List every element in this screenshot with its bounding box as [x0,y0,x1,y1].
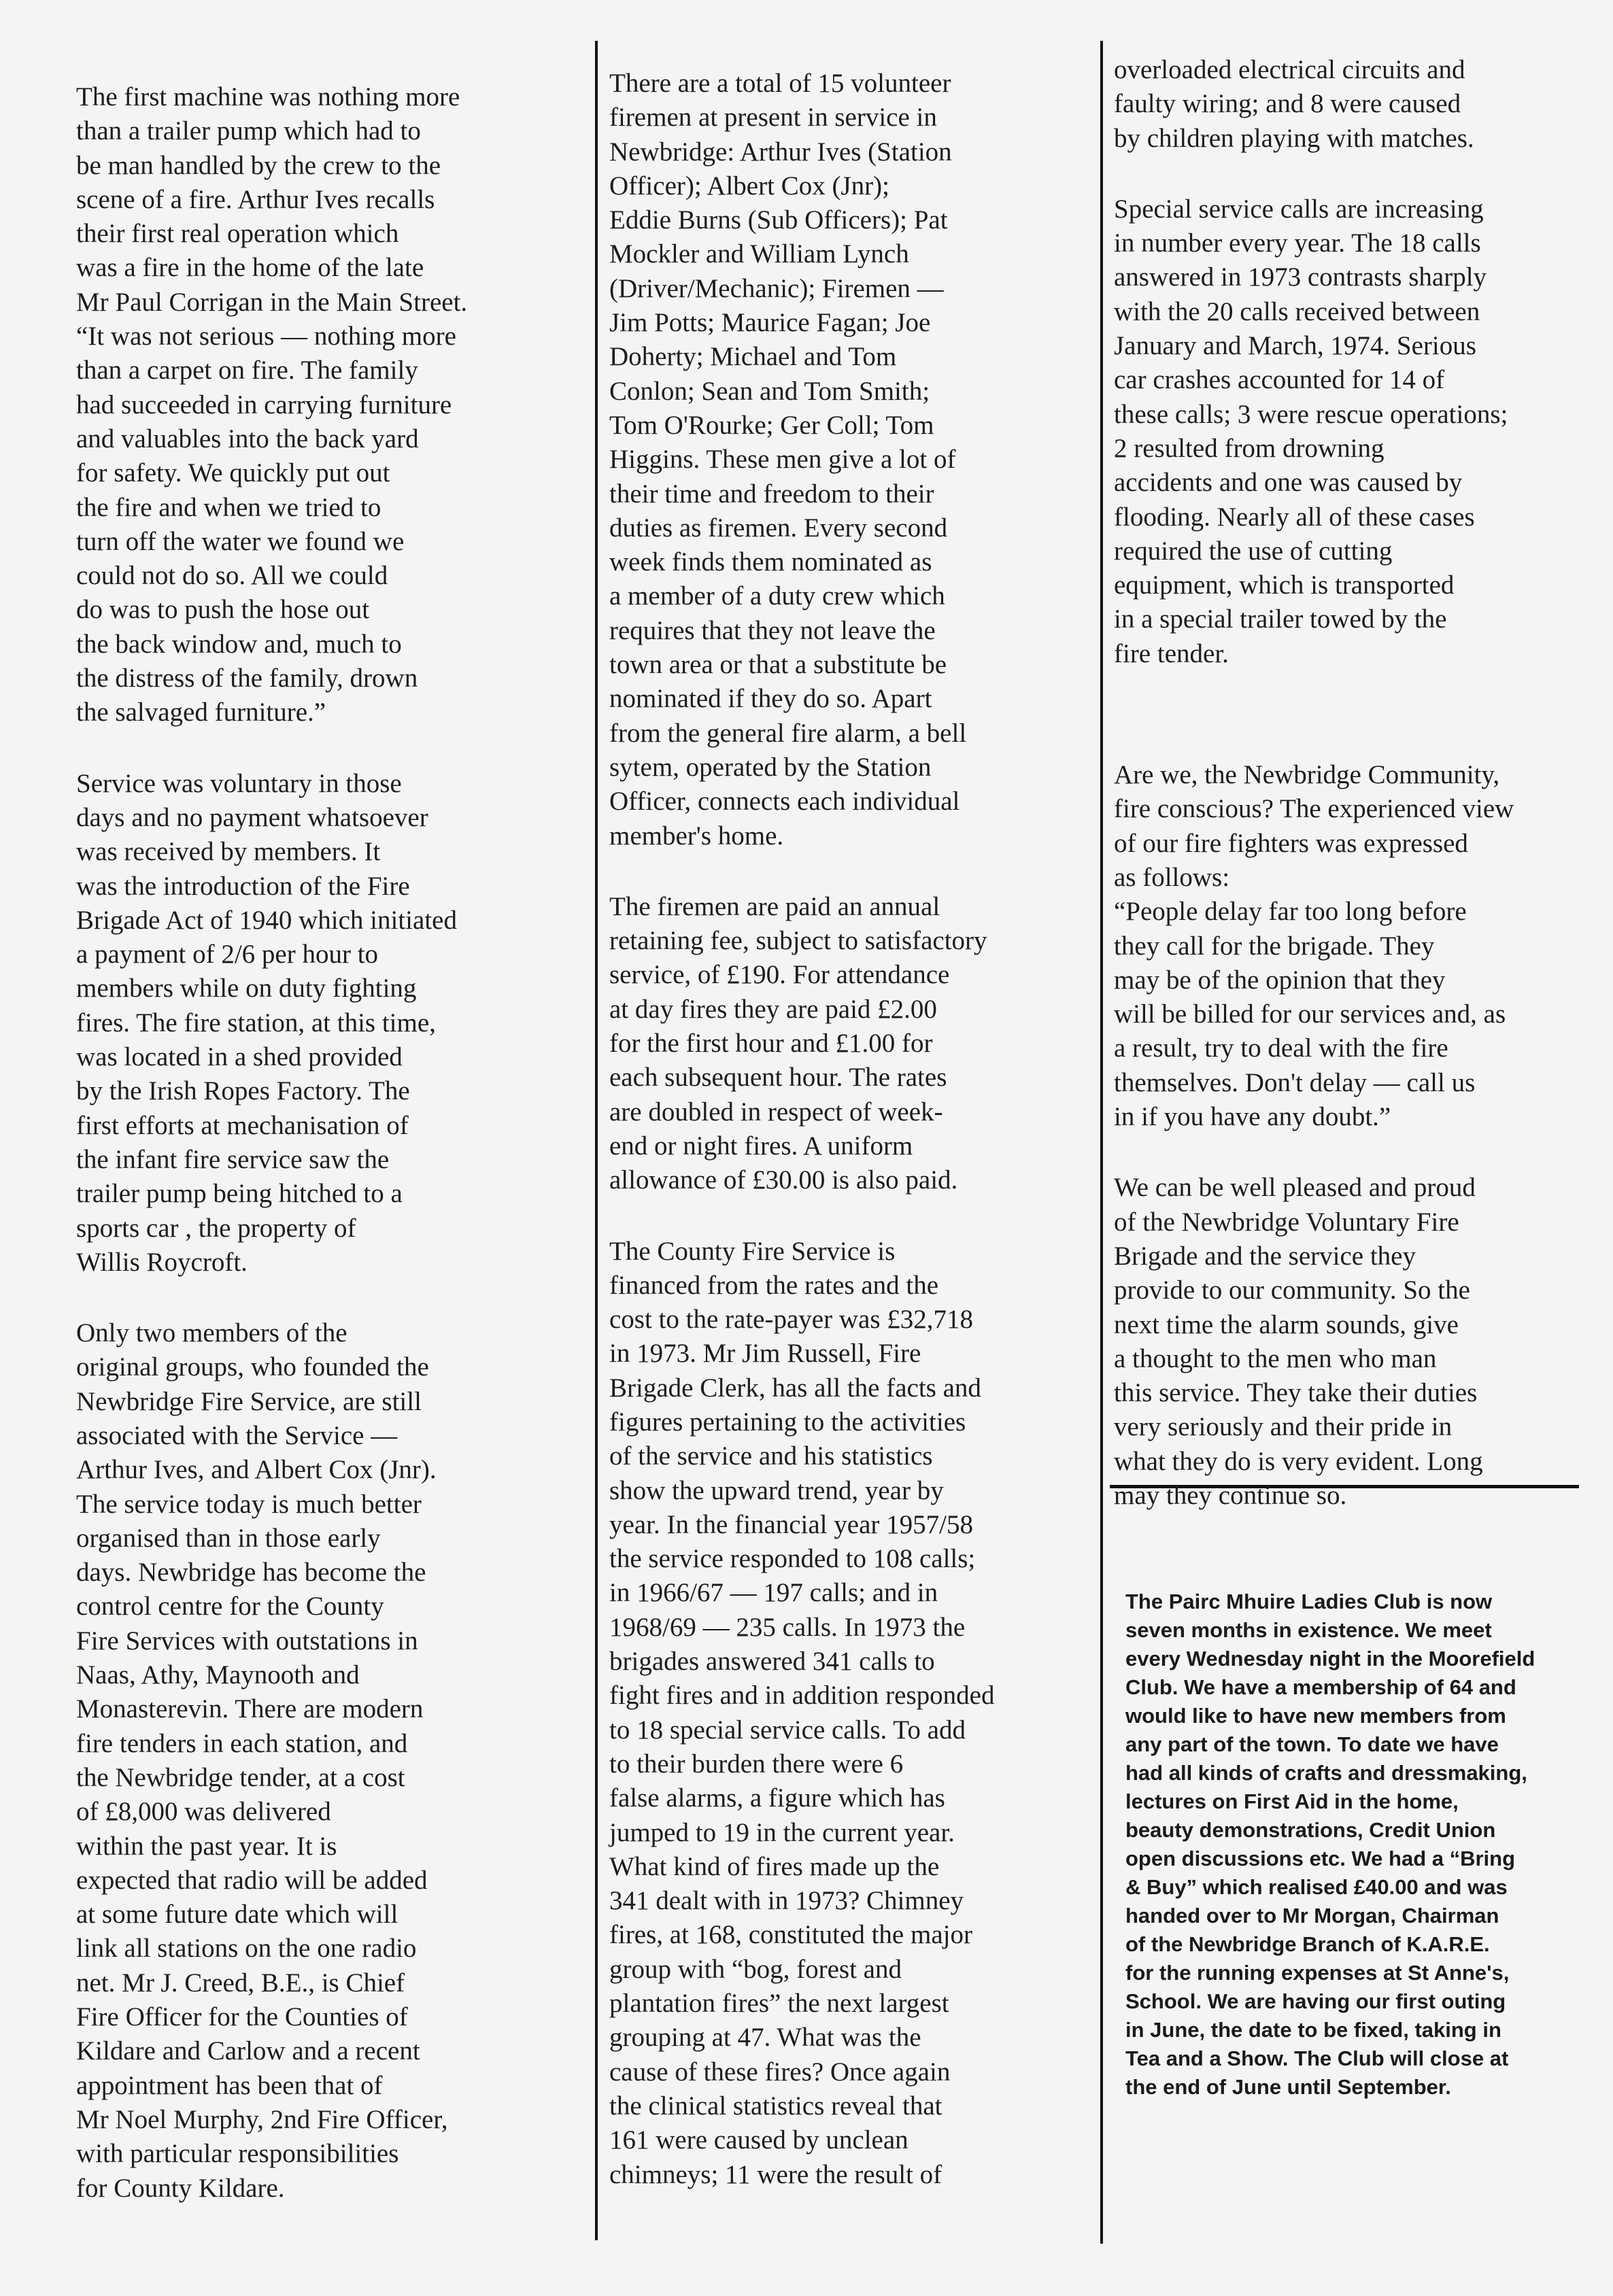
text-line: What kind of fires made up the [609,1851,940,1881]
text-line: control centre for the County [76,1592,384,1622]
text-line: beauty demonstrations, Credit Union [1125,1818,1496,1842]
text-line: the service responded to 108 calls; [609,1544,976,1574]
text-line: of our fire fighters was expressed [1114,828,1468,858]
text-line: for the first hour and £1.00 for [609,1029,933,1059]
text-line: every Wednesday night in the Moorefield [1125,1647,1535,1670]
text-line: in 1966/67 — 197 calls; and in [609,1578,938,1608]
text-line: retaining fee, subject to satisfactory [609,926,987,956]
text-line: what they do is very evident. Long [1114,1446,1483,1476]
text-line: a member of a duty crew which [609,581,945,611]
text-line: service, of £190. For attendance [609,960,950,990]
text-line: show the upward trend, year by [609,1475,944,1505]
text-line: group with “bog, forest and [609,1954,902,1984]
text-line: Club. We have a membership of 64 and [1125,1675,1516,1699]
text-line: financed from the rates and the [609,1270,939,1300]
text-line: sports car , the property of [76,1213,356,1243]
text-line: in June, the date to be fixed, taking in [1125,2018,1501,2042]
text-line: a payment of 2/6 per hour to [76,940,379,970]
column-2 [609,67,1102,2192]
article-paragraph [1114,758,1603,1134]
text-line: these calls; 3 were rescue operations; [1114,399,1508,429]
text-line: of £8,000 was delivered [76,1797,331,1827]
text-line: allowance of £30.00 is also paid. [609,1165,958,1195]
text-line: next time the alarm sounds, give [1114,1309,1459,1339]
article-paragraph [76,767,569,1280]
text-line: to their burden there were 6 [609,1749,904,1779]
text-line: The County Fire Service is [609,1236,896,1266]
text-line: each subsequent hour. The rates [609,1063,947,1093]
text-line: will be billed for our services and, as [1114,999,1506,1029]
text-line: Fire Services with outstations in [76,1626,418,1656]
text-line: Monasterevin. There are modern [76,1694,424,1724]
article-paragraph [609,1235,1102,2192]
text-line: accidents and one was caused by [1114,468,1463,498]
text-line: chimneys; 11 were the result of [609,2159,943,2189]
text-line: to 18 special service calls. To add [609,1715,966,1745]
text-line: brigades answered 341 calls to [609,1647,935,1677]
text-line: than a trailer pump which had to [76,116,421,146]
text-line: original groups, who founded the [76,1352,429,1382]
text-line: duties as firemen. Every second [609,513,948,543]
text-line: Special service calls are increasing [1114,194,1484,224]
text-line: Eddie Burns (Sub Officers); Pat [609,205,948,235]
text-line: Doherty; Michael and Tom [609,342,897,372]
text-line: link all stations on the one radio [76,1934,417,1964]
text-line: The firemen are paid an annual [609,891,940,921]
text-line: trailer pump being hitched to a [76,1179,403,1209]
column-divider-left [595,41,598,2240]
text-line: for safety. We quickly put out [76,458,390,488]
text-line: There are a total of 15 volunteer [609,69,951,98]
article-paragraph [1114,192,1603,671]
text-line: fires, at 168, constituted the major [609,1920,972,1950]
text-line: in a special trailer towed by the [1114,604,1447,634]
text-line: of the Newbridge Voluntary Fire [1114,1207,1459,1237]
text-line: with the 20 calls received between [1114,296,1480,326]
article-paragraph [1114,1171,1603,1513]
text-line: Newbridge Fire Service, are still [76,1386,422,1416]
text-line: grouping at 47. What was the [609,2023,921,2053]
text-line: by children playing with matches. [1114,123,1474,153]
text-line: open discussions etc. We had a “Bring [1125,1847,1516,1870]
text-line: Only two members of the [76,1318,347,1348]
text-line: Officer); Albert Cox (Jnr); [609,171,889,201]
text-line: appointment has been that of [76,2070,383,2100]
text-line: very seriously and their pride in [1114,1412,1453,1442]
text-line: this service. They take their duties [1114,1378,1478,1408]
text-line: at day fires they are paid £2.00 [609,994,937,1024]
text-line: was the introduction of the Fire [76,871,410,901]
text-line: town area or that a substitute be [609,650,947,680]
text-line: Naas, Athy, Maynooth and [76,1660,360,1690]
text-line: Mockler and William Lynch [609,239,909,269]
text-line: the end of June until September. [1125,2075,1451,2099]
article-paragraph [76,1316,569,2206]
article-paragraph [609,67,1102,853]
text-line: Newbridge: Arthur Ives (Station [609,137,952,167]
text-line: themselves. Don't delay — call us [1114,1067,1476,1097]
text-line: Tea and a Show. The Club will close at [1125,2046,1509,2070]
text-line: Arthur Ives, and Albert Cox (Jnr). [76,1455,437,1485]
text-line: car crashes accounted for 14 of [1114,365,1445,395]
text-line: first efforts at mechanisation of [76,1110,409,1140]
text-line: the clinical statistics reveal that [609,2091,943,2121]
text-line: plantation fires” the next largest [609,1989,949,2019]
text-line: their time and freedom to their [609,479,934,509]
text-line: Brigade Clerk, has all the facts and [609,1373,981,1403]
text-line: would like to have new members from [1125,1704,1506,1728]
text-line: 341 dealt with in 1973? Chimney [609,1886,964,1916]
text-line: firemen at present in service in [609,103,937,133]
text-line: 2 resulted from drowning [1114,433,1385,463]
text-line: Service was voluntary in those [76,768,402,798]
text-line: the fire and when we tried to [76,492,381,522]
text-line: The Pairc Mhuire Ladies Club is now [1125,1590,1493,1613]
text-line: overloaded electrical circuits and [1114,55,1465,84]
article-paragraph [1114,53,1603,156]
text-line: had succeeded in carrying furniture [76,390,452,419]
text-line: week finds them nominated as [609,547,932,577]
text-line: in if you have any doubt.” [1114,1102,1391,1132]
text-line: was a fire in the home of the late [76,253,424,283]
text-line: member's home. [609,821,784,851]
text-line: the infant fire service saw the [76,1144,390,1174]
text-line: handed over to Mr Morgan, Chairman [1125,1904,1499,1927]
text-line: net. Mr J. Creed, B.E., is Chief [76,1968,405,1998]
text-line: end or night fires. A uniform [609,1131,913,1161]
text-line: Are we, the Newbridge Community, [1114,760,1500,790]
text-line: they call for the brigade. They [1114,931,1435,961]
text-line: 1968/69 — 235 calls. In 1973 the [609,1612,966,1642]
text-line: for County Kildare. [76,2173,285,2203]
text-line: Fire Officer for the Counties of [76,2002,408,2032]
text-line: nominated if they do so. Apart [609,684,932,714]
text-line: year. In the financial year 1957/58 [609,1509,973,1539]
text-line: expected that radio will be added [76,1865,428,1895]
text-line: required the use of cutting [1114,536,1393,566]
text-line: days and no payment whatsoever [76,802,428,832]
text-line: January and March, 1974. Serious [1114,331,1476,361]
text-line: do was to push the hose out [76,595,370,625]
text-line: are doubled in respect of week- [609,1097,943,1127]
text-line: the salvaged furniture.” [76,698,326,727]
text-line: “It was not serious — nothing more [76,322,456,352]
text-line: was received by members. It [76,837,381,867]
text-line: Conlon; Sean and Tom Smith; [609,376,930,406]
text-line: “People delay far too long before [1114,897,1467,927]
text-line: and valuables into the back yard [76,424,419,453]
text-line: fire tender. [1114,638,1229,668]
text-line: Brigade Act of 1940 which initiated [76,905,457,935]
text-line: days. Newbridge has become the [76,1558,426,1588]
text-line: Mr Paul Corrigan in the Main Street. [76,287,468,317]
column-1 [76,80,569,2206]
text-line: answered in 1973 contrasts sharply [1114,262,1487,292]
text-line: a thought to the men who man [1114,1343,1437,1373]
text-line: seven months in existence. We meet [1125,1618,1492,1642]
text-line: may be of the opinion that they [1114,965,1446,995]
text-line: members while on duty fighting [76,974,417,1004]
text-line: Brigade and the service they [1114,1241,1416,1271]
text-line: faulty wiring; and 8 were caused [1114,89,1461,119]
text-line: The service today is much better [76,1489,422,1519]
text-line: at some future date which will [76,1900,398,1930]
text-line: sytem, operated by the Station [609,752,932,782]
text-line: provide to our community. So the [1114,1275,1470,1305]
text-line: organised than in those early [76,1523,381,1553]
text-line: turn off the water we found we [76,526,405,556]
text-line: in 1973. Mr Jim Russell, Fire [609,1339,921,1369]
text-line: Mr Noel Murphy, 2nd Fire Officer, [76,2104,448,2134]
article-paragraph [609,890,1102,1198]
text-line: a result, try to deal with the fire [1114,1033,1448,1063]
text-line: jumped to 19 in the current year. [609,1817,955,1847]
text-line: & Buy” which realised £40.00 and was [1125,1875,1508,1899]
text-line: figures pertaining to the activities [609,1407,966,1437]
text-line: be man handled by the crew to the [76,150,441,180]
text-line: Jim Potts; Maurice Fagan; Joe [609,308,931,338]
text-line: any part of the town. To date we have [1125,1732,1499,1756]
text-line: cost to the rate-payer was £32,718 [609,1305,973,1335]
text-line: for the running expenses at St Anne's, [1125,1961,1510,1985]
text-line: with particular responsibilities [76,2139,399,2169]
text-line: flooding. Nearly all of these cases [1114,502,1475,532]
text-line: of the service and his statistics [609,1441,933,1471]
text-line: Officer, connects each individual [609,787,960,817]
text-line: may they continue so. [1114,1480,1347,1510]
ladies-club-notice [1125,1588,1581,2102]
text-line: in number every year. The 18 calls [1114,228,1481,258]
text-line: false alarms, a figure which has [609,1783,945,1813]
text-line: the Newbridge tender, at a cost [76,1762,405,1792]
text-line: than a carpet on fire. The family [76,356,418,385]
text-line: Higgins. These men give a lot of [609,445,956,475]
text-line: as follows: [1114,862,1230,892]
text-line: equipment, which is transported [1114,570,1455,600]
text-line: fire conscious? The experienced view [1114,794,1514,824]
text-line: was located in a shed provided [76,1042,403,1072]
text-line: by the Irish Ropes Factory. The [76,1076,410,1106]
text-line: Willis Roycroft. [76,1247,248,1277]
text-line: the back window and, much to [76,629,402,659]
text-line: the distress of the family, drown [76,664,418,693]
text-line: fires. The fire station, at this time, [76,1008,436,1038]
text-line: Kildare and Carlow and a recent [76,2036,420,2066]
text-line: The first machine was nothing more [76,82,460,112]
text-line: fight fires and in addition responded [609,1681,995,1711]
text-line: of the Newbridge Branch of K.A.R.E. [1125,1932,1490,1956]
text-line: their first real operation which [76,219,399,249]
text-line: had all kinds of crafts and dressmaking, [1125,1761,1527,1785]
text-line: School. We are having our first outing [1125,1989,1506,2013]
text-line: could not do so. All we could [76,561,388,591]
column-3 [1114,53,1603,1513]
text-line: lectures on First Aid in the home, [1125,1789,1459,1813]
text-line: from the general fire alarm, a bell [609,718,967,748]
text-line: within the past year. It is [76,1831,337,1861]
text-line: (Driver/Mechanic); Firemen — [609,273,944,303]
article-paragraph [76,80,569,730]
text-line: 161 were caused by unclean [609,2125,909,2155]
text-line: associated with the Service — [76,1420,398,1450]
text-line: fire tenders in each station, and [76,1728,408,1758]
text-line: scene of a fire. Arthur Ives recalls [76,184,435,214]
text-line: We can be well pleased and proud [1114,1173,1476,1203]
text-line: Tom O'Rourke; Ger Coll; Tom [609,410,934,440]
text-line: cause of these fires? Once again [609,2057,951,2087]
text-line: requires that they not leave the [609,615,936,645]
